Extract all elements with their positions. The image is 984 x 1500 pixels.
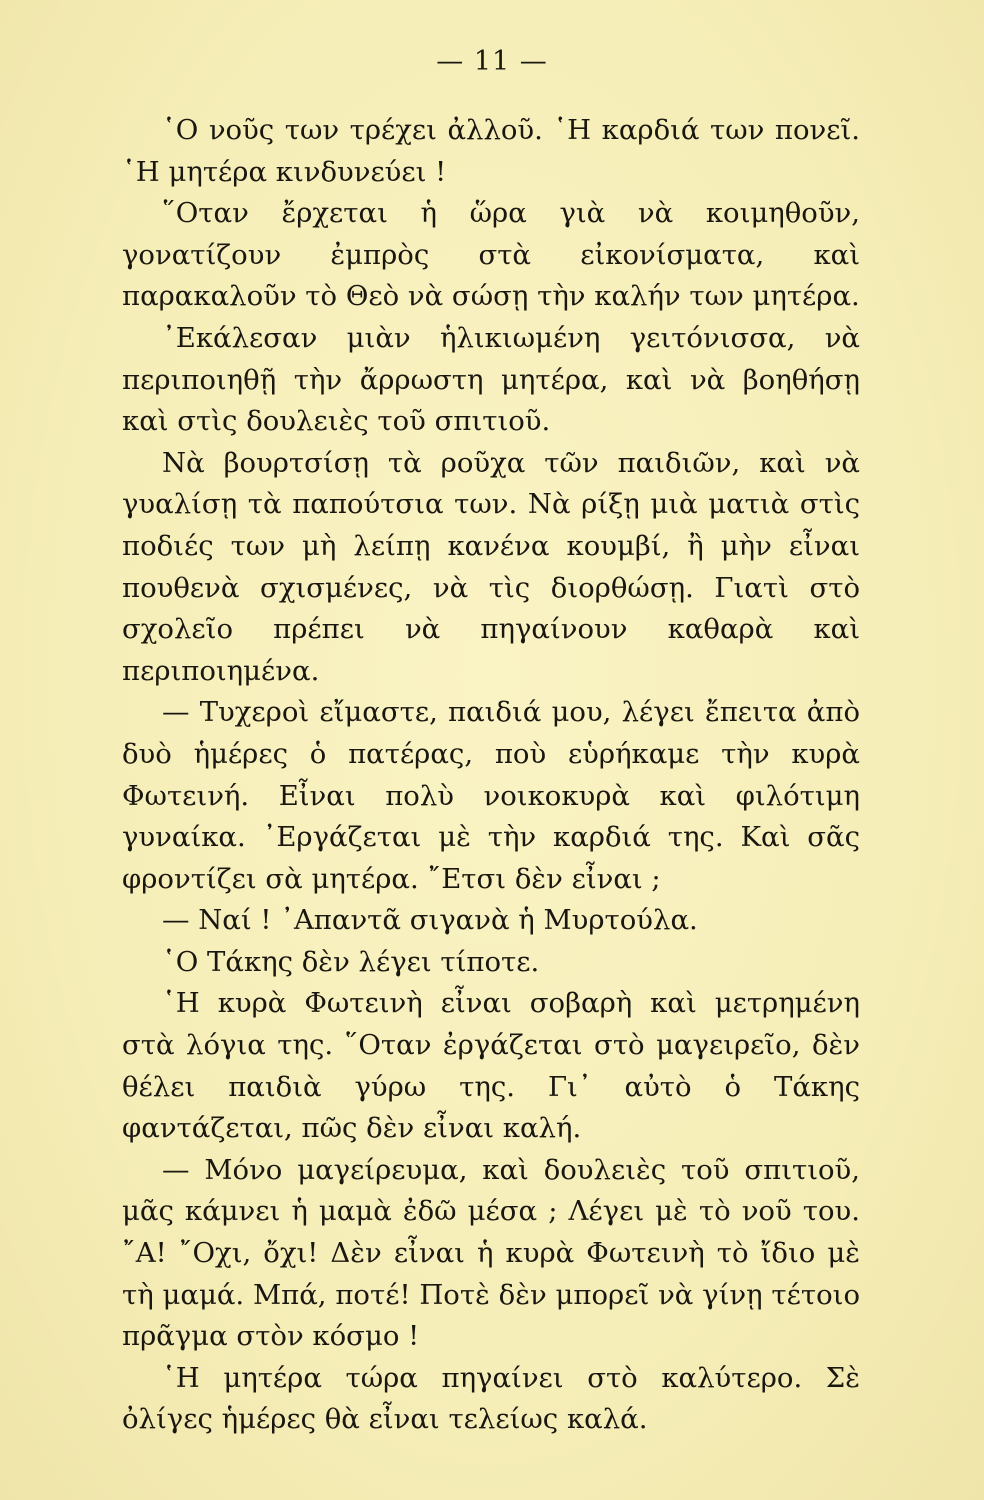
paragraph: — Τυχεροὶ εἴμαστε, παιδιά μου, λέγει ἔπειτα ἀπὸ δυὸ ἡμέρες ὁ πατέρας, ποὺ εὑρήκαμε τὴν κυρὰ Φωτεινή. Εἶναι πολὺ νοικοκυρὰ καὶ φιλότιμη γυναίκα. ᾿Εργάζεται μὲ τὴν καρδιά της. Καὶ σᾶς φροντίζει σὰ μητέρα. ῎Ετσι δὲν εἶναι ; xyxy=(122,696,860,895)
paragraph: — Μόνο μαγείρευμα, καὶ δουλειὲς τοῦ σπιτιοῦ, μᾶς κάμνει ἡ μαμὰ ἐδῶ μέσα ; Λέγει μὲ τὸ νοῦ του. ῎Α! ῎Οχι, ὄχι! Δὲν εἶναι ἡ κυρὰ Φωτεινὴ τὸ ἴδιο μὲ τὴ μαμά. Μπά, ποτέ! Ποτὲ δὲν μπορεῖ νὰ γίνῃ τέτοιο πρᾶγμα στὸν κόσμο ! xyxy=(122,1153,860,1353)
paragraph: Νὰ βουρτσίσῃ τὰ ροῦχα τῶν παιδιῶν, καὶ νὰ γυαλίσῃ τὰ παπούτσια των. Νὰ ρίξῃ μιὰ ματιὰ στὶς ποδιές των μὴ λείπῃ κανένα κουμβί, ἢ μὴν εἶναι πουθενὰ σχισμένες, νὰ τὶς διορθώσῃ. Γιατὶ στὸ σχολεῖο πρέπει νὰ πηγαίνουν καθαρὰ καὶ περιποιημένα. xyxy=(122,446,860,687)
paragraph: ῾Η κυρὰ Φωτεινὴ εἶναι σοβαρὴ καὶ μετρημένη στὰ λόγια της. ῞Οταν ἐργάζεται στὸ μαγειρεῖο, δὲν θέλει παιδιὰ γύρω της. Γι᾿ αὐτὸ ὁ Τάκης φαντάζεται, πῶς δὲν εἶναι καλή. xyxy=(122,987,860,1145)
paragraph: ῾Ο Τάκης δὲν λέγει τίποτε. xyxy=(162,945,540,978)
paragraph: ῞Οταν ἔρχεται ἡ ὥρα γιὰ νὰ κοιμηθοῦν, γονατίζουν ἐμπρὸς στὰ εἰκονίσματα, καὶ παρακαλοῦν τὸ Θεὸ νὰ σώσῃ τὴν καλήν των μητέρα. xyxy=(122,197,860,313)
paragraph: ῾Η μητέρα τώρα πηγαίνει στὸ καλύτερο. Σὲ ὀλίγες ἡμέρες θὰ εἶναι τελείως καλά. xyxy=(122,1361,860,1436)
paragraph: ᾿Εκάλεσαν μιὰν ἡλικιωμένη γειτόνισσα, νὰ περιποιηθῇ τὴν ἄρρωστη μητέρα, καὶ νὰ βοηθήσῃ καὶ στὶς δουλειὲς τοῦ σπιτιοῦ. xyxy=(122,321,860,438)
body-text xyxy=(122,110,860,1441)
paragraph: ῾Ο νοῦς των τρέχει ἀλλοῦ. ῾Η καρδιά των πονεῖ. ῾Η μητέρα κινδυνεύει ! xyxy=(122,114,860,188)
paragraph: — Ναί ! ᾿Απαντᾶ σιγανὰ ἡ Μυρτούλα. xyxy=(162,904,698,937)
page-number: — 11 — xyxy=(436,46,548,77)
